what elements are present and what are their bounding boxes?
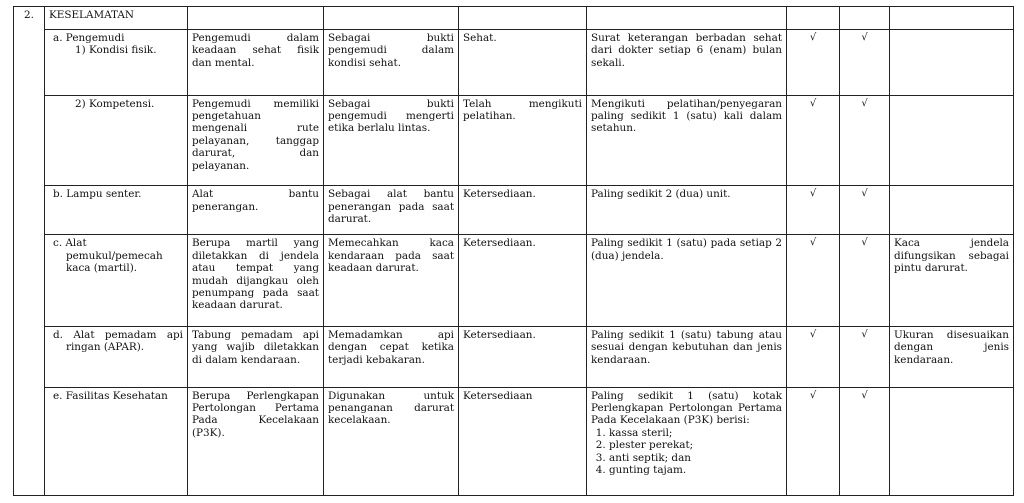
- tujuan-text: kecelakaan.: [328, 414, 391, 427]
- uraian-text: diletakkan di jendela: [192, 249, 319, 262]
- standard-table: [13, 6, 1014, 496]
- table-row: [14, 95, 1014, 186]
- tujuan-cell: [324, 387, 459, 495]
- item-label: 1) Kondisi fisik.: [75, 44, 157, 57]
- check-mark-1: √: [787, 235, 840, 327]
- tujuan-text: Memadamkan api: [328, 329, 454, 342]
- list-item: 1. kassa steril;: [609, 427, 782, 439]
- tolok-ukur-text: (dua) jendela.: [591, 249, 664, 262]
- item-label: b. Lampu senter.: [53, 188, 142, 201]
- table-row: [14, 327, 1014, 387]
- tujuan-text: Sebagai bukti: [328, 97, 454, 110]
- tujuan-cell: [324, 235, 459, 327]
- keterangan-cell: [890, 387, 1014, 495]
- uraian-text: atau tempat yang: [192, 262, 319, 275]
- check-mark-2: √: [840, 327, 890, 387]
- item-cell: [45, 235, 188, 327]
- uraian-cell: [188, 29, 324, 95]
- check-mark-1: √: [787, 95, 840, 186]
- uraian-text: Berupa martil yang: [192, 237, 319, 250]
- uraian-text: mudah dijangkau oleh: [192, 274, 319, 287]
- keterangan-text: dengan jenis: [894, 341, 1009, 354]
- uraian-text: dan mental.: [192, 56, 255, 69]
- indikator-cell: [459, 235, 587, 327]
- item-cell: [45, 186, 188, 235]
- item-cell: [45, 327, 188, 387]
- indikator-text: Ketersediaan: [463, 389, 533, 402]
- uraian-cell: [188, 327, 324, 387]
- tolok-ukur-cell: [587, 186, 787, 235]
- uraian-text: (P3K).: [192, 426, 225, 439]
- indikator-cell: [459, 186, 587, 235]
- tujuan-cell: [324, 327, 459, 387]
- uraian-text: pengetahuan: [192, 110, 261, 123]
- item-label: pemukul/pemecah: [66, 249, 163, 262]
- tolok-ukur-text: dari dokter setiap 6 (enam) bulan: [591, 44, 782, 57]
- uraian-text: darurat, dan: [192, 147, 319, 160]
- list-item: 4. gunting tajam.: [609, 464, 782, 476]
- keterangan-text: kendaraan.: [894, 353, 954, 366]
- keterangan-text: Kaca jendela: [894, 237, 1009, 250]
- tujuan-text: Sebagai bukti: [328, 31, 454, 44]
- tolok-ukur-text: kendaraan.: [591, 353, 651, 366]
- tolok-ukur-text: Paling sedikit 2 (dua) unit.: [591, 188, 731, 201]
- tolok-ukur-cell: [587, 235, 787, 327]
- tujuan-text: Digunakan untuk: [328, 389, 454, 402]
- uraian-cell: [188, 186, 324, 235]
- uraian-text: keadaan sehat fisik: [192, 44, 319, 57]
- tujuan-text: etika berlalu lintas.: [328, 122, 431, 135]
- check-mark-1: √: [787, 29, 840, 95]
- keterangan-text: pintu darurat.: [894, 262, 968, 275]
- item-label: e. Fasilitas Kesehatan: [53, 389, 168, 402]
- keterangan-cell: [890, 29, 1014, 95]
- tujuan-text: Sebagai alat bantu: [328, 188, 454, 201]
- check-mark-2: √: [840, 186, 890, 235]
- item-label: d. Alat pemadam api: [53, 329, 183, 342]
- tujuan-text: pengemudi mengerti: [328, 110, 454, 123]
- tujuan-cell: [324, 29, 459, 95]
- indikator-text: Ketersediaan.: [463, 237, 536, 250]
- item-label: c. Alat: [53, 237, 87, 250]
- indikator-cell: [459, 95, 587, 186]
- uraian-text: Pada Kecelakaan: [192, 414, 319, 427]
- check-mark-2: √: [840, 387, 890, 495]
- indikator-text: Ketersediaan.: [463, 329, 536, 342]
- tujuan-cell: [324, 95, 459, 186]
- table-row: [14, 387, 1014, 495]
- keterangan-text: Ukuran disesuaikan: [894, 329, 1009, 342]
- indikator-cell: [459, 29, 587, 95]
- tolok-ukur-text: Paling sedikit 1 (satu) tabung atau: [591, 329, 782, 342]
- tolok-ukur-list: [591, 427, 782, 477]
- tolok-ukur-cell: [587, 95, 787, 186]
- tujuan-text: kondisi sehat.: [328, 56, 402, 69]
- list-item: 3. anti septik; dan: [609, 452, 782, 464]
- tolok-ukur-text: Mengikuti pelatihan/penyegaran: [591, 97, 782, 110]
- keterangan-cell: [890, 186, 1014, 235]
- check-mark-1: √: [787, 387, 840, 495]
- check-mark-2: √: [840, 95, 890, 186]
- check-mark-2: √: [840, 29, 890, 95]
- section-number: 2.: [14, 7, 45, 496]
- tolok-ukur-text: setahun.: [591, 122, 637, 135]
- section-header-row: [14, 7, 1014, 30]
- uraian-text: pelayanan.: [192, 159, 250, 172]
- uraian-text: Tabung pemadam api: [192, 329, 319, 342]
- uraian-text: yang wajib diletakkan: [192, 341, 319, 354]
- tolok-ukur-text: Pada Kecelakaan (P3K) berisi:: [591, 414, 750, 427]
- uraian-text: Alat bantu: [192, 188, 319, 201]
- tujuan-text: dengan cepat ketika: [328, 341, 454, 354]
- tolok-ukur-text: Paling sedikit 1 (satu) kotak: [591, 389, 782, 402]
- uraian-text: keadaan darurat.: [192, 299, 283, 312]
- item-cell: [45, 387, 188, 495]
- table-row: [14, 186, 1014, 235]
- keterangan-cell: [890, 327, 1014, 387]
- item-cell: [45, 95, 188, 186]
- tujuan-cell: [324, 186, 459, 235]
- indikator-text: Ketersediaan.: [463, 188, 536, 201]
- uraian-text: di dalam kendaraan.: [192, 353, 301, 366]
- section-title: KESELAMATAN: [45, 7, 188, 30]
- tolok-ukur-cell: [587, 327, 787, 387]
- tolok-ukur-cell: [587, 29, 787, 95]
- tujuan-text: keadaan darurat.: [328, 262, 419, 275]
- uraian-text: pelayanan, tanggap: [192, 134, 319, 147]
- tujuan-text: penerangan pada saat: [328, 200, 454, 213]
- item-label: a. Pengemudi: [53, 31, 125, 44]
- check-mark-2: √: [840, 235, 890, 327]
- tolok-ukur-text: Paling sedikit 1 (satu) pada setiap 2: [591, 237, 782, 250]
- indikator-text: Telah mengikuti: [463, 97, 582, 110]
- item-cell: [45, 29, 188, 95]
- uraian-text: penerangan.: [192, 200, 259, 213]
- tolok-ukur-text: sesuai dengan kebutuhan dan jenis: [591, 341, 782, 354]
- table-row: [14, 235, 1014, 327]
- tolok-ukur-text: Perlengkapan Pertolongan Pertama: [591, 401, 782, 414]
- uraian-cell: [188, 387, 324, 495]
- uraian-cell: [188, 95, 324, 186]
- indikator-cell: [459, 327, 587, 387]
- uraian-text: Berupa Perlengkapan: [192, 389, 319, 402]
- tujuan-text: pengemudi dalam: [328, 44, 454, 57]
- keterangan-cell: [890, 235, 1014, 327]
- keterangan-text: difungsikan sebagai: [894, 249, 1009, 262]
- item-label: 2) Kompetensi.: [75, 97, 155, 110]
- tolok-ukur-text: Surat keterangan berbadan sehat: [591, 31, 782, 44]
- keterangan-cell: [890, 95, 1014, 186]
- list-item: 2. plester perekat;: [609, 439, 782, 451]
- uraian-text: Pengemudi memiliki: [192, 97, 319, 110]
- indikator-cell: [459, 387, 587, 495]
- item-label: ringan (APAR).: [66, 341, 145, 354]
- tujuan-text: kendaraan pada saat: [328, 249, 454, 262]
- tujuan-text: Memecahkan kaca: [328, 237, 454, 250]
- tolok-ukur-cell: [587, 387, 787, 495]
- table-row: [14, 29, 1014, 95]
- uraian-text: penumpang pada saat: [192, 286, 319, 299]
- uraian-text: Pengemudi dalam: [192, 31, 319, 44]
- indikator-text: Sehat.: [463, 31, 497, 44]
- check-mark-1: √: [787, 327, 840, 387]
- uraian-cell: [188, 235, 324, 327]
- tujuan-text: terjadi kebakaran.: [328, 353, 425, 366]
- check-mark-1: √: [787, 186, 840, 235]
- uraian-text: mengenali rute: [192, 122, 319, 135]
- uraian-text: Pertolongan Pertama: [192, 401, 319, 414]
- indikator-text: pelatihan.: [463, 110, 516, 123]
- tujuan-text: penanganan darurat: [328, 401, 454, 414]
- tujuan-text: darurat.: [328, 213, 372, 226]
- tolok-ukur-text: paling sedikit 1 (satu) kali dalam: [591, 110, 782, 123]
- item-label: kaca (martil).: [66, 262, 138, 275]
- tolok-ukur-text: sekali.: [591, 56, 625, 69]
